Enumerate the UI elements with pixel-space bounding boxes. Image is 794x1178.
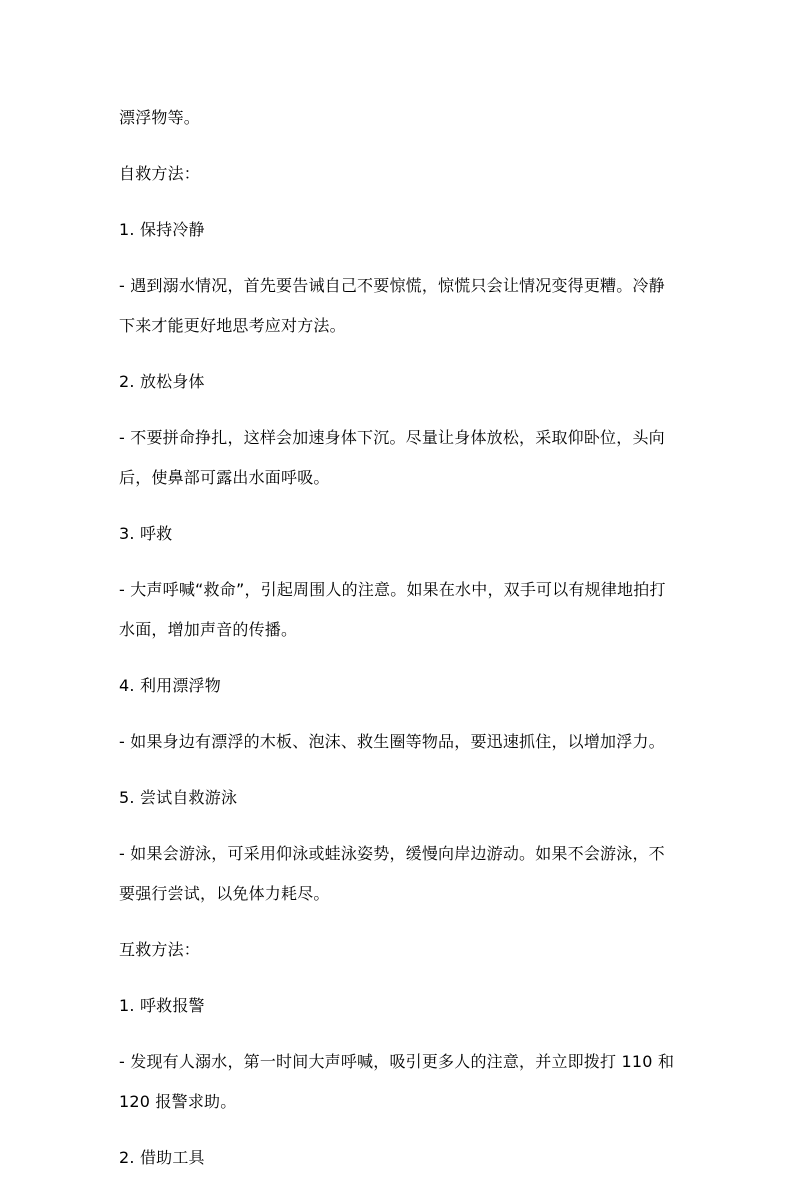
list-title-try-swimming: 5. 尝试自救游泳: [119, 788, 238, 807]
document-body: [119, 98, 677, 1178]
list-title-call-police: 1. 呼救报警: [119, 996, 205, 1015]
list-text-call-help: - 大声呼喊“救命”，引起周围人的注意。如果在水中，双手可以有规律地拍打水面，增加声音的传播。: [119, 580, 666, 639]
list-title-call-help: 3. 呼救: [119, 524, 173, 543]
list-text-stay-calm: - 遇到溺水情况，首先要告诫自己不要惊慌，惊慌只会让情况变得更糟。冷静下来才能更好地思考应对方法。: [119, 276, 665, 335]
list-text-try-swimming: - 如果会游泳，可采用仰泳或蛙泳姿势，缓慢向岸边游动。如果不会游泳，不要强行尝试，以免体力耗尽。: [119, 844, 665, 903]
list-title-use-tools: 2. 借助工具: [119, 1148, 205, 1167]
heading-self-rescue: 自救方法：: [119, 164, 201, 183]
list-text-use-floating-object: - 如果身边有漂浮的木板、泡沫、救生圈等物品，要迅速抓住，以增加浮力。: [119, 732, 665, 751]
list-title-stay-calm: 1. 保持冷静: [119, 220, 205, 239]
paragraph-floating-items-end: 漂浮物等。: [119, 108, 201, 127]
list-text-relax-body: - 不要拼命挣扎，这样会加速身体下沉。尽量让身体放松，采取仰卧位，头向后，使鼻部可露出水面呼吸。: [119, 428, 665, 487]
list-title-relax-body: 2. 放松身体: [119, 372, 205, 391]
list-title-use-floating-object: 4. 利用漂浮物: [119, 676, 221, 695]
list-text-call-police: - 发现有人溺水，第一时间大声呼喊，吸引更多人的注意，并立即拨打 110 和 120 报警求助。: [119, 1052, 675, 1111]
heading-mutual-rescue: 互救方法：: [119, 940, 201, 959]
